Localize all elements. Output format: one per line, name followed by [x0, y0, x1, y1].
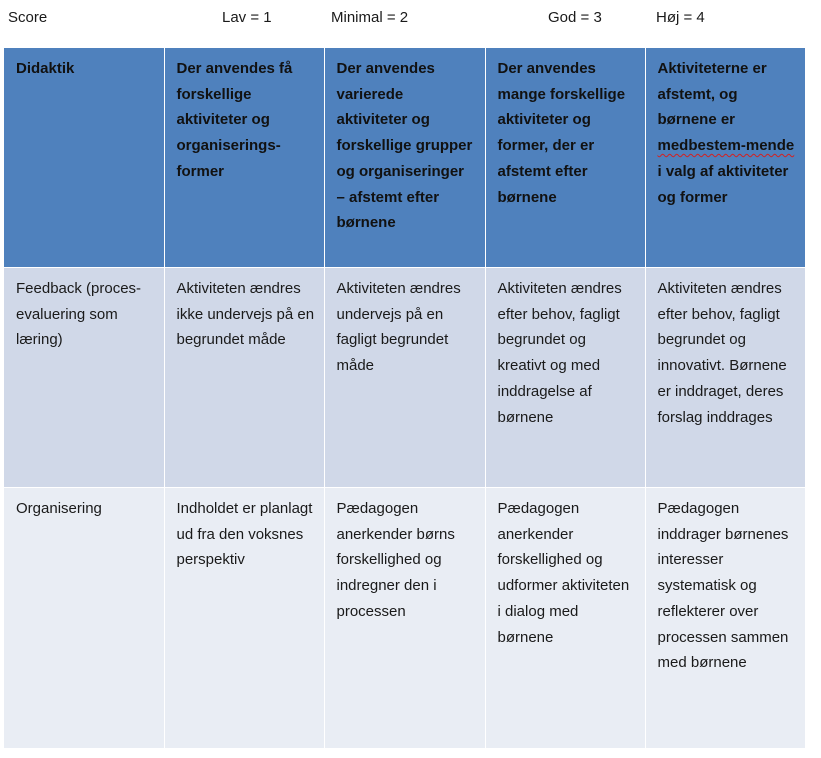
table-cell: Aktiviteten ændres ikke undervejs på en begrundet måde: [164, 268, 324, 488]
score-level-1: Lav = 1: [222, 9, 272, 26]
table-row: [4, 488, 805, 749]
row-category-feedback: Feedback (proces-evaluering som læring): [4, 268, 164, 488]
header-category: Didaktik: [4, 48, 164, 268]
score-header: [0, 8, 821, 28]
table-header-row: [4, 48, 805, 268]
header-level-4: [645, 48, 805, 268]
header-level-2: Der anvendes varierede aktiviteter og forskellige grupper og organiseringer – afstemt efter børnene: [324, 48, 485, 268]
table-cell: Pædagogen inddrager børnenes interesser systematisk og reflekterer over processen sammen med børnene: [645, 488, 805, 749]
header-level-4-text-b: i valg af aktiviteter og former: [657, 162, 789, 206]
header-level-1: Der anvendes få forskellige aktiviteter og organiserings-former: [164, 48, 324, 268]
score-level-4: Høj = 4: [656, 9, 705, 26]
spellcheck-word: medbestem-mende: [657, 137, 795, 155]
score-level-2: Minimal = 2: [331, 9, 409, 26]
score-level-3: God = 3: [548, 9, 602, 26]
header-level-4-text-a: Aktiviteterne er afstemt, og børnene er: [657, 60, 767, 129]
table-cell: Aktiviteten ændres efter behov, fagligt begrundet og kreativt og med inddragelse af børnene: [485, 268, 645, 488]
row-category-organisering: Organisering: [4, 488, 164, 749]
score-label: Score: [8, 9, 48, 26]
rubric-table: [4, 48, 805, 749]
table-cell: Aktiviteten ændres undervejs på en fagligt begrundet måde: [324, 268, 485, 488]
header-level-3: Der anvendes mange forskellige aktiviteter og former, der er afstemt efter børnene: [485, 48, 645, 268]
table-row: [4, 268, 805, 488]
table-cell: Pædagogen anerkender forskellighed og udformer aktiviteten i dialog med børnene: [485, 488, 645, 749]
table-cell: Indholdet er planlagt ud fra den voksnes perspektiv: [164, 488, 324, 749]
table-cell: Aktiviteten ændres efter behov, fagligt begrundet og innovativt. Børnene er inddraget, deres forslag inddrages: [645, 268, 805, 488]
table-cell: Pædagogen anerkender børns forskellighed og indregner den i processen: [324, 488, 485, 749]
